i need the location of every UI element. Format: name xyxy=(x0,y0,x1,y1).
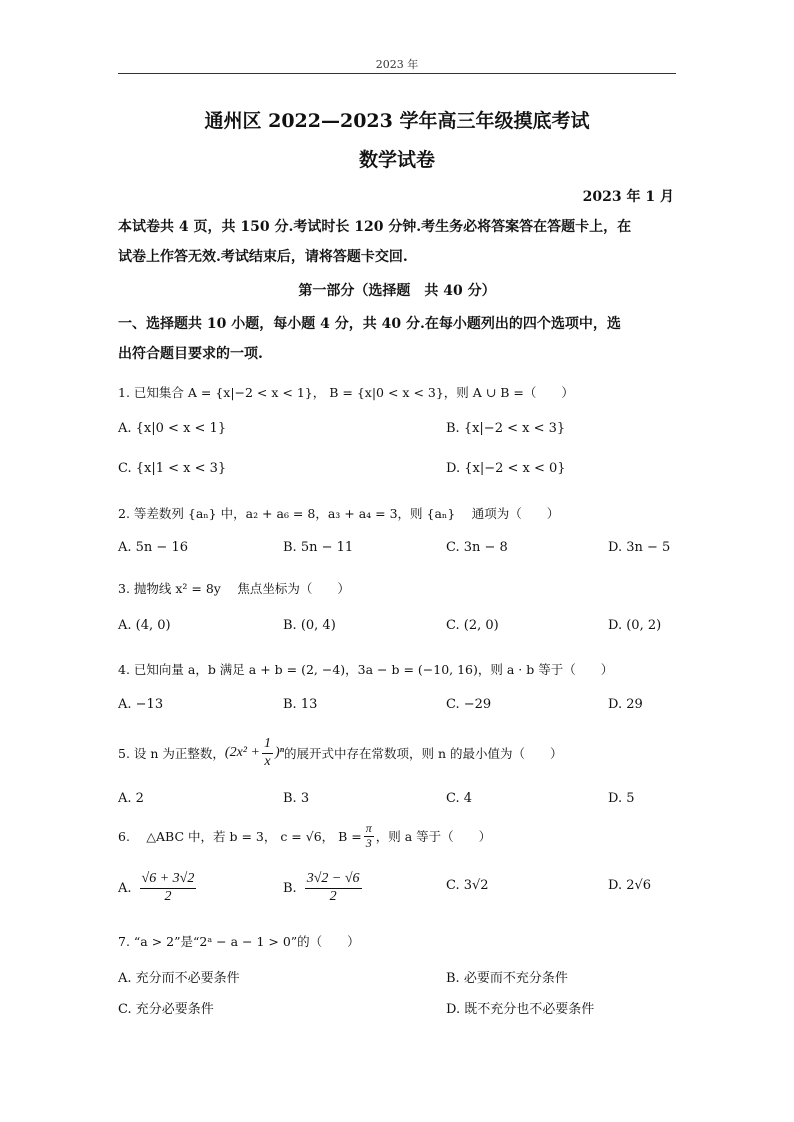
part-one-title: 第一部分（选择题 共 40 分） xyxy=(298,283,496,299)
question-5-option-b: B. 3 xyxy=(283,791,310,806)
section-one-line-1: 一、选择题共 10 小题，每小题 4 分，共 40 分.在每小题列出的四个选项中，选 xyxy=(118,316,621,332)
question-1-option-b: B. {x|−2 < x < 3} xyxy=(446,421,566,436)
question-7-option-a: A. 充分而不必要条件 xyxy=(118,971,240,986)
question-5-expr-open: (2x² + xyxy=(224,745,260,760)
question-5-stem xyxy=(118,733,563,773)
question-6-option-a-numerator: √6 + 3√2 xyxy=(140,871,197,888)
question-3-option-a: A. (4, 0) xyxy=(118,618,171,633)
question-4-option-d: D. 29 xyxy=(608,697,643,712)
question-2-option-d: D. 3n − 5 xyxy=(608,540,671,555)
question-3-stem: 3. 抛物线 x² = 8y 焦点坐标为（ ） xyxy=(118,581,350,596)
question-2-stem: 2. 等差数列 {aₙ} 中，a₂ + a₆ = 8，a₃ + a₄ = 3，则 {aₙ} 通项为（ ） xyxy=(118,506,560,521)
question-5-fraction-denominator: x xyxy=(264,753,271,769)
question-5-stem-post: 的展开式中存在常数项，则 n 的最小值为（ ） xyxy=(284,746,563,761)
question-1-option-d: D. {x|−2 < x < 0} xyxy=(446,461,566,476)
question-6-option-a xyxy=(118,866,198,910)
question-6-option-d: D. 2√6 xyxy=(608,878,652,893)
section-one-line-2: 出符合题目要求的一项. xyxy=(118,346,263,362)
question-1-option-a: A. {x|0 < x < 1} xyxy=(118,421,227,436)
question-3-option-b: B. (0, 4) xyxy=(283,618,336,633)
question-6-fraction xyxy=(364,822,374,851)
question-1-stem: 1. 已知集合 A = {x|−2 < x < 1}， B = {x|0 < x < 3}，则 A ∪ B =（ ） xyxy=(118,385,574,400)
question-6-option-a-label: A. xyxy=(118,880,132,896)
question-6-option-b-denominator: 2 xyxy=(329,888,337,904)
question-6-fraction-denominator: 3 xyxy=(365,835,372,850)
question-2-option-b: B. 5n − 11 xyxy=(283,540,354,555)
question-5-option-a: A. 2 xyxy=(118,791,144,806)
question-6-option-b xyxy=(283,866,364,910)
question-6-stem xyxy=(118,818,491,854)
question-6-option-c: C. 3√2 xyxy=(446,878,489,893)
question-6-option-b-numerator: 3√2 − √6 xyxy=(305,871,362,888)
question-6-stem-post: ，则 a 等于（ ） xyxy=(375,829,492,844)
instructions-line-2: 试卷上作答无效.考试结束后，请将答题卡交回. xyxy=(118,249,408,265)
question-4-option-a: A. −13 xyxy=(118,697,164,712)
question-6-fraction-numerator: π xyxy=(365,820,372,835)
question-7-option-b: B. 必要而不充分条件 xyxy=(446,971,568,986)
page-header-year: 2023 年 xyxy=(375,58,419,71)
exam-date: 2023 年 1 月 xyxy=(582,189,674,205)
question-3-option-c: C. (2, 0) xyxy=(446,618,499,633)
question-2-option-a: A. 5n − 16 xyxy=(118,540,188,555)
question-5-expr-close: )ⁿ xyxy=(274,745,285,760)
question-5-fraction xyxy=(262,736,273,769)
exam-subject: 数学试卷 xyxy=(358,149,435,171)
question-6-option-b-fraction xyxy=(305,871,362,904)
header-rule xyxy=(118,73,676,74)
question-6-option-b-label: B. xyxy=(283,880,297,896)
question-6-stem-pre: 6. △ABC 中，若 b = 3， c = √6， B = xyxy=(118,829,362,844)
question-4-stem: 4. 已知向量 a，b 满足 a + b = (2, −4)，3a − b = (−10, 16)，则 a · b 等于（ ） xyxy=(118,662,614,677)
question-5-option-d: D. 5 xyxy=(608,791,635,806)
question-5-option-c: C. 4 xyxy=(446,791,473,806)
question-2-option-c: C. 3n − 8 xyxy=(446,540,508,555)
instructions-line-1: 本试卷共 4 页，共 150 分.考试时长 120 分钟.考生务必将答案答在答题卡上，在 xyxy=(118,219,632,235)
exam-title: 通州区 2022—2023 学年高三年级摸底考试 xyxy=(204,110,590,132)
question-6-option-a-fraction xyxy=(140,871,197,904)
question-7-option-c: C. 充分必要条件 xyxy=(118,1002,214,1017)
question-4-option-c: C. −29 xyxy=(446,697,492,712)
question-1-option-c: C. {x|1 < x < 3} xyxy=(118,461,227,476)
question-7-stem: 7. “a > 2”是“2ᵃ − a − 1 > 0”的（ ） xyxy=(118,934,360,949)
question-4-option-b: B. 13 xyxy=(283,697,318,712)
question-6-option-a-denominator: 2 xyxy=(164,888,172,904)
question-5-fraction-numerator: 1 xyxy=(262,736,273,753)
question-3-option-d: D. (0, 2) xyxy=(608,618,662,633)
question-7-option-d: D. 既不充分也不必要条件 xyxy=(446,1002,595,1017)
question-5-stem-pre: 5. 设 n 为正整数， xyxy=(118,746,225,761)
